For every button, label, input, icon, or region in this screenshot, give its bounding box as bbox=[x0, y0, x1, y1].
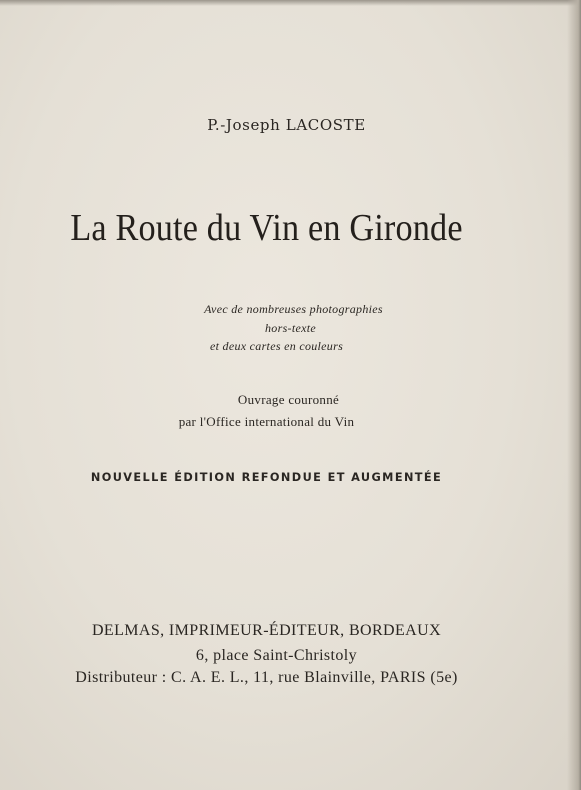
book-title: La Route du Vin en Gironde bbox=[70, 207, 463, 249]
publisher-address: 6, place Saint-Christoly bbox=[195, 647, 358, 664]
author-name: P.-Joseph LACOSTE bbox=[207, 116, 366, 134]
award-line-1: Ouvrage couronné bbox=[237, 392, 340, 407]
edition-notice: NOUVELLE ÉDITION REFONDUE ET AUGMENTÉE bbox=[90, 471, 443, 484]
subtitle-line-1: Avec de nombreuses photographies bbox=[204, 302, 383, 316]
publisher-name: DELMAS, IMPRIMEUR-ÉDITEUR, BORDEAUX bbox=[91, 622, 442, 639]
distributor-line: Distributeur : C. A. E. L., 11, rue Blainville, PARIS (5e) bbox=[75, 669, 458, 686]
subtitle-line-3: et deux cartes en couleurs bbox=[209, 339, 344, 353]
award-line-2: par l'Office international du Vin bbox=[178, 414, 355, 429]
subtitle-line-2: hors-texte bbox=[265, 321, 316, 335]
